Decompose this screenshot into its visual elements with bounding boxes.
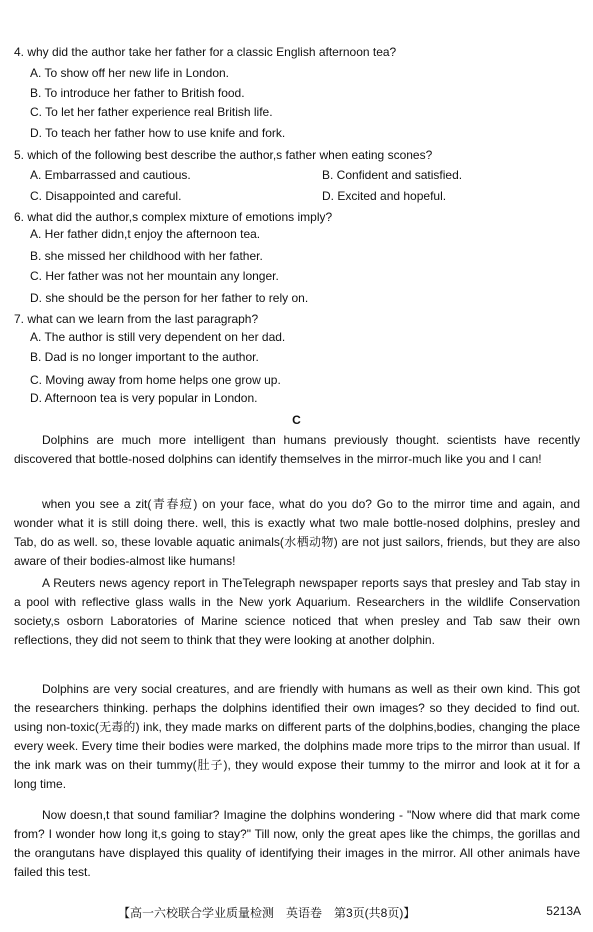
question-7-stem: 7. what can we learn from the last paragraph? <box>14 312 259 326</box>
page-footer: 【高一六校联合学业质量检测 英语卷 第3页(共8页)】 <box>118 906 416 920</box>
question-4-option-c: C. To let her father experience real British life. <box>30 105 273 119</box>
paper-code: 5213A <box>546 904 581 918</box>
question-4-stem: 4. why did the author take her father for a classic English afternoon tea? <box>14 45 397 59</box>
passage-paragraph-5: Now doesn,t that sound familiar? Imagine the dolphins wondering - "Now where did that mark come from? I wonder how long it,s going to stay?" Till now, only the great apes like the chimps, the gorillas and the orangutans have displayed this quality of identifying their images in the mirror. All other animals have failed this test. <box>14 808 580 879</box>
passage-paragraph-1: Dolphins are much more intelligent than humans previously thought. scientists have recently discovered that bottle-nosed dolphins can identify themselves in the mirror-much like you and I can! <box>14 433 580 466</box>
question-4-option-a: A. To show off her new life in London. <box>30 66 230 80</box>
question-6-stem: 6. what did the author,s complex mixture of emotions imply? <box>14 210 333 224</box>
question-5-option-a: A. Embarrassed and cautious. <box>30 168 191 182</box>
question-5-option-d: D. Excited and hopeful. <box>322 189 447 203</box>
question-5-option-c: C. Disappointed and careful. <box>30 189 182 203</box>
question-7-option-b: B. Dad is no longer important to the author. <box>30 350 259 364</box>
passage-paragraph-2: when you see a zit(青春痘) on your face, what do you do? Go to the mirror time and again, and wonder what it is still doing there. well, this is exactly what two male bottle-nosed dolphins, presley and Tab, do as well. so, these lovable aquatic animals(水栖动物) are not just sailors, friends, but they are also aware of their bodies-almost like humans! <box>14 497 580 568</box>
question-6-option-c: C. Her father was not her mountain any longer. <box>30 269 279 283</box>
question-6-option-d: D. she should be the person for her father to rely on. <box>30 291 309 305</box>
question-6-option-a: A. Her father didn,t enjoy the afternoon tea. <box>30 227 261 241</box>
question-7-option-d: D. Afternoon tea is very popular in London. <box>30 391 258 405</box>
question-7-option-a: A. The author is still very dependent on her dad. <box>30 330 286 344</box>
question-4-option-d: D. To teach her father how to use knife and fork. <box>30 126 286 140</box>
section-label: C <box>292 413 301 427</box>
question-5-stem: 5. which of the following best describe the author,s father when eating scones? <box>14 148 433 162</box>
passage-paragraph-3: A Reuters news agency report in TheTelegraph newspaper reports says that presley and Tab stay in a pool with reflective glass walls in the New york Aquarium. Researchers in the wildlife Conservation society,s osborn Laboratories of Marine science noticed that when presley and Tab saw their own reflections, they did not seem to think that they were looking at another dolphin. <box>14 576 580 647</box>
question-6-option-b: B. she missed her childhood with her father. <box>30 249 263 263</box>
question-5-option-b: B. Confident and satisfied. <box>322 168 463 182</box>
question-7-option-c: C. Moving away from home helps one grow up. <box>30 373 281 387</box>
question-4-option-b: B. To introduce her father to British food. <box>30 86 245 100</box>
passage-paragraph-4: Dolphins are very social creatures, and are friendly with humans as well as their own kind. This got the researchers thinking. perhaps the dolphins identified their own images? so they decided to find out. using non-toxic(无毒的) ink, they made marks on different parts of the dolphins,bodies, changing the place every week. Every time their bodies were marked, the dolphins made more trips to the mirror than usual. If the ink mark was on their tummy(肚子), they would expose their tummy to the mirror and look at it for a long time. <box>14 682 580 791</box>
